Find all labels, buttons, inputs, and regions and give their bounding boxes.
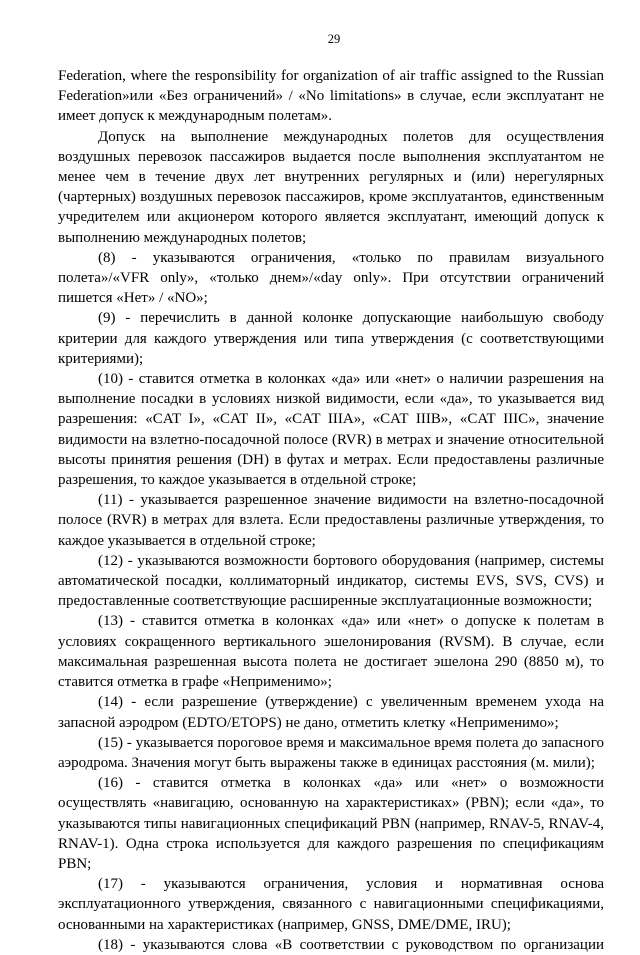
page-number: 29	[327, 32, 341, 46]
paragraph-continuation: Federation, where the responsibility for organization of air traffic assigned to the Russian Federation»или «Без ограничений» / «No limitations» в случае, если эксплуатант не имеет допуск к международным полетам».	[58, 68, 604, 125]
paragraph-item-8: (8) - указываются ограничения, «только по правилам визуального полета»/«VFR only», «только днем»/«day only». При отсутствии ограничений пишется «Нет» / «NO»;	[58, 249, 604, 307]
paragraph-item-9: (9) - перечислить в данной колонке допускающие наибольшую свободу критерии для каждого утверждения или типа утверждения (с соответствующими критериями);	[58, 310, 604, 367]
paragraph-item-16: (16) - ставится отметка в колонках «да» или «нет» о возможности осуществлять «навигацию, основанную на характеристиках» (PBN); если «да», то указываются типы навигационных спецификаций PBN (например, RNAV-5, RNAV-4, RNAV-1). Одна строка используется для каждого разрешения по спецификациям PBN;	[58, 775, 604, 872]
paragraph-international-flights: Допуск на выполнение международных полетов для осуществления воздушных перевозок пассажиров выдается после выполнения эксплуатантом не менее чем в течение двух лет внутренних регулярных и (или) нерегулярных (чартерных) воздушных перевозок пассажиров, кроме эксплуатантов, единственным учредителем или акционером которого является эксплуатант, имеющий допуск к выполнению международных полетов;	[58, 128, 604, 246]
paragraph-item-10: (10) - ставится отметка в колонках «да» или «нет» о наличии разрешения на выполнение посадки в условиях низкой видимости, если «да», то указывается вид разрешения: «CAT I», «CAT II», «CAT IIIA», «CAT IIIB», «CAT IIIC», значение видимости на взлетно-посадочной полосе (RVR) в метрах и значение относительной высоты принятия решения (DH) в футах и метрах. Если предоставлены различные разрешения, то каждое указывается в отдельной строке;	[58, 371, 604, 489]
paragraph-item-17: (17) - указываются ограничения, условия и нормативная основа эксплуатационного утверждения, связанного с навигационными спецификациями, основанными на характеристиках (например, GNSS, DME/DME, IRU);	[58, 876, 604, 933]
paragraph-item-14: (14) - если разрешение (утверждение) с увеличенным временем ухода на запасной аэродром (EDTO/ETOPS) не дано, отметить клетку «Неприменимо»;	[58, 694, 604, 731]
paragraph-item-12: (12) - указываются возможности бортового оборудования (например, системы автоматической посадки, коллиматорный индикатор, системы EVS, SVS, CVS) и предоставленные соответствующие расширенные эксплуатационные возможности;	[58, 552, 604, 610]
paragraph-item-11: (11) - указывается разрешенное значение видимости на взлетно-посадочной полосе (RVR) в метрах для взлета. Если предоставлены различные утверждения, то каждое указывается в отдельной строке;	[58, 492, 604, 549]
paragraph-item-13: (13) - ставится отметка в колонках «да» или «нет» о допуске к полетам в условиях сокращенного вертикального эшелонирования (RVSM). В случае, если максимальная разрешенная высота полета не достигает эшелона 290 (8850 м), то ставится отметка в графе «Неприменимо»;	[58, 613, 604, 691]
document-body	[58, 66, 604, 955]
paragraph-item-18: (18) - указываются слова «В соответствии с руководством по организации	[98, 936, 604, 953]
paragraph-item-15: (15) - указывается пороговое время и максимальное время полета до запасного аэродрома. Значения могут быть выражены также в единицах расстояния (м. мили);	[58, 734, 604, 771]
